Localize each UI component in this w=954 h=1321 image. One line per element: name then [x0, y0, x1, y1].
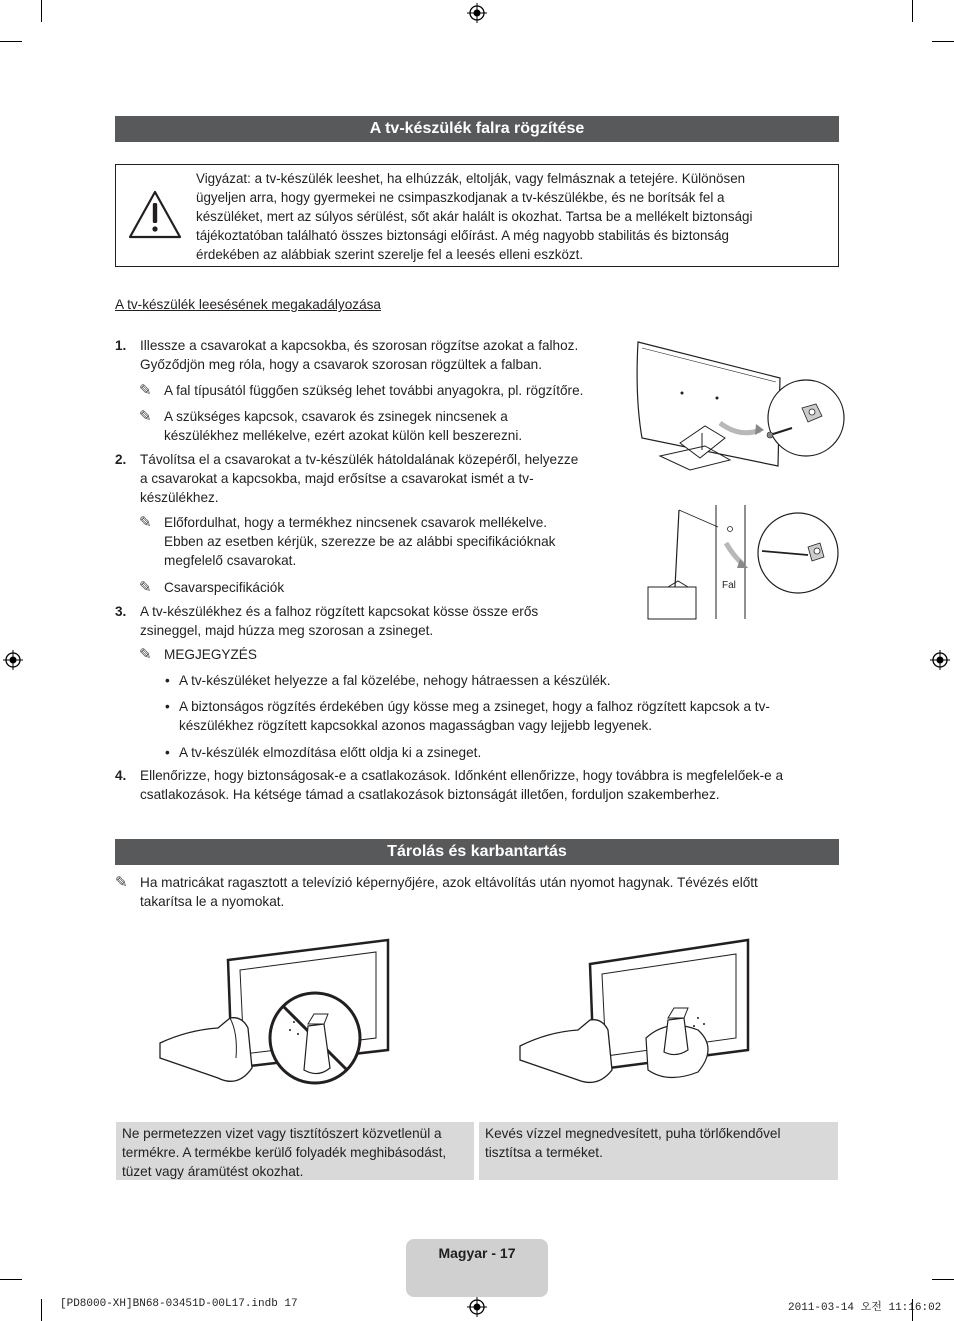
warning-box: [115, 164, 839, 267]
caption-do-not-spray: Ne permetezzen vizet vagy tisztítószert közvetlenül a termékre. A termékbe kerülő folyadék meghibásodást, tüzet vagy áramütést okozhat.: [116, 1122, 474, 1180]
storage-note: ✎ Ha matricákat ragasztott a televízió képernyőjére, azok eltávolítás után nyomot hagynak. Tévézés előtt takarítsa le a nyomokat.: [115, 874, 758, 909]
step-3-text: A tv-készülékhez és a falhoz rögzített kapcsokat kösse össze erős zsineggel, majd húzza meg szorosan a zsineget.: [140, 604, 539, 638]
step-number: 4.: [115, 768, 127, 783]
pencil-icon: ✎: [139, 646, 152, 663]
print-slug-file: [PD8000-XH]BN68-03451D-00L17.indb 17: [60, 1298, 298, 1310]
note: ✎ Csavarspecifikációk: [139, 579, 285, 596]
bullet-icon: •: [165, 699, 170, 714]
bullet-icon: •: [165, 745, 170, 760]
pencil-icon: ✎: [139, 382, 152, 399]
step-2-text: Távolítsa el a csavarokat a tv-készülék hátoldalának közepéről, helyezze a csavarokat a kapcsokba, majd erősítse a csavarokat ismét a tv- készülékhez.: [140, 452, 579, 505]
pencil-icon: ✎: [115, 874, 128, 891]
step-number: 2.: [115, 452, 127, 467]
pencil-icon: ✎: [139, 514, 152, 531]
tv-back-bracket-illustration: [630, 338, 845, 488]
wall-bracket-illustration: [648, 505, 848, 620]
step-4-text: Ellenőrizze, hogy biztonságosak-e a csatlakozások. Időnként ellenőrizze, hogy továbbra is megfelelőek-e a csatlakozások. Ha kétsége támad a csatlakozások biztonságát illetően, forduljon szakemberhez.: [140, 768, 784, 802]
subheading-fall-prevention: A tv-készülék leesésének megakadályozása: [115, 297, 381, 312]
page-number-tab: [406, 1239, 548, 1297]
crop-mark: [41, 0, 42, 22]
warning-text: Vigyázat: a tv-készülék leeshet, ha elhúzzák, eltolják, vagy felmásznak a tetejére. Különösen ügyeljen arra, hogy gyermekei ne csimpaszkodjanak a tv-készülékbe, és ne borítsák fel a készüléket, mert az súlyos sérülést, sőt akár halált is okozhat. Tartsa be a mellékelt biztonsági tájékoztatóban található összes biztonsági előírást. A még nagyobb stabilitás és biztonság érdekében az alábbiak szerint szerelje fel a leesés elleni eszközt.: [196, 171, 753, 262]
step-1-text: Illessze a csavarokat a kapcsokba, és szorosan rögzítse azokat a falhoz. Győződjön meg róla, hogy a csavarok szorosan rögzültek a falban.: [140, 338, 579, 372]
registration-mark-icon: [467, 3, 487, 23]
caption-cloth-cleaning: Kevés vízzel megnedvesített, puha törlőkendővel tisztítsa a terméket.: [479, 1122, 838, 1180]
section-title-wall-mount: A tv-készülék falra rögzítése: [115, 116, 839, 142]
crop-mark: [932, 1279, 954, 1280]
crop-mark: [41, 1299, 42, 1321]
section-title-storage: Tárolás és karbantartás: [115, 839, 839, 865]
print-slug-date: 2011-03-14 오전 11:16:02: [788, 1302, 942, 1314]
bullet-icon: •: [165, 673, 170, 688]
step-number: 3.: [115, 604, 127, 619]
wall-label: Fal: [722, 580, 736, 591]
registration-mark-icon: [3, 650, 23, 670]
list-item: • A tv-készülék elmozdítása előtt oldja ki a zsineget.: [165, 745, 482, 760]
step-number: 1.: [115, 338, 127, 353]
crop-mark: [0, 41, 22, 42]
list-item: • A biztonságos rögzítés érdekében úgy kösse meg a zsineget, hogy a falhoz rögzített kapcsok a tv- készülékhez rögzített kapcsokkal azonos magasságban vagy lejjebb legyenek.: [165, 699, 770, 733]
crop-mark: [932, 41, 954, 42]
note: ✎ A szükséges kapcsok, csavarok és zsinegek nincsenek a készülékhez mellékelve, ezért azokat külön kell beszerezni.: [139, 408, 523, 443]
page-number: Magyar - 17: [438, 1245, 516, 1261]
do-not-spray-illustration: [158, 938, 398, 1088]
registration-mark-icon: [930, 650, 950, 670]
crop-mark: [912, 0, 913, 22]
crop-mark: [0, 1279, 22, 1280]
warning-triangle-icon: [127, 189, 183, 241]
pencil-icon: ✎: [139, 408, 152, 425]
note: ✎ A fal típusától függően szükség lehet további anyagokra, pl. rögzítőre.: [139, 382, 584, 399]
cloth-cleaning-illustration: [518, 938, 758, 1088]
warning-label: Vigyázat: [196, 171, 248, 186]
registration-mark-icon: [467, 1297, 487, 1317]
pencil-icon: ✎: [139, 579, 152, 596]
list-item: • A tv-készüléket helyezze a fal közelébe, nehogy hátraessen a készülék.: [165, 673, 611, 688]
note: ✎ MEGJEGYZÉS: [139, 646, 257, 663]
note: ✎ Előfordulhat, hogy a termékhez nincsenek csavarok mellékelve. Ebben az esetben kérjük, szerezze be az alábbi specifikációknak megfelelő csavarokat.: [139, 514, 556, 568]
